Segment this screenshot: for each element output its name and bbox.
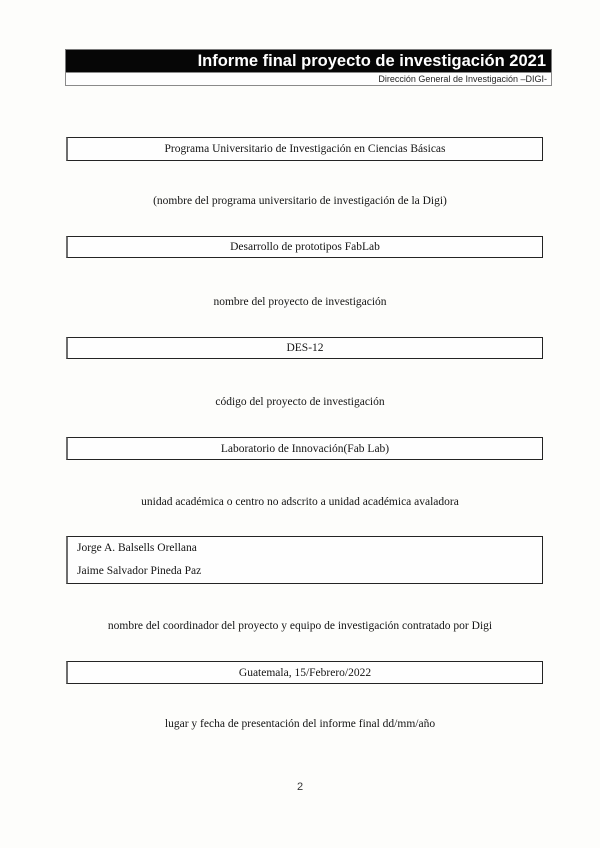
coordinator-team-caption: nombre del coordinador del proyecto y equipo de investigación contratado por Digi xyxy=(107,620,493,632)
coordinator-name: Jorge A. Balsells Orellana xyxy=(77,542,197,554)
team-member-name: Jaime Salvador Pineda Paz xyxy=(77,565,202,577)
coordinator-team-field xyxy=(66,536,543,584)
project-code-caption: código del proyecto de investigación xyxy=(215,396,385,408)
program-name-caption: (nombre del programa universitario de investigación de la Digi) xyxy=(153,195,447,207)
academic-unit-value: Laboratorio de Innovación(Fab Lab) xyxy=(220,442,390,455)
place-date-field xyxy=(66,661,543,684)
report-subtitle: Dirección General de Investigación –DIGI- xyxy=(378,74,547,84)
page-number: 2 xyxy=(296,781,304,793)
report-subtitle-bar xyxy=(65,72,552,86)
place-date-caption: lugar y fecha de presentación del informe final dd/mm/año xyxy=(164,718,436,730)
report-title: Informe final proyecto de investigación 2021 xyxy=(197,51,546,70)
report-title-bar xyxy=(65,49,552,73)
project-name-field xyxy=(66,236,543,258)
program-name-value: Programa Universitario de Investigación en Ciencias Básicas xyxy=(164,143,446,155)
program-name-field xyxy=(66,137,543,161)
project-name-value: Desarrollo de prototipos FabLab xyxy=(230,241,380,253)
project-code-value: DES-12 xyxy=(286,342,324,354)
academic-unit-caption: unidad académica o centro no adscrito a unidad académica avaladora xyxy=(141,496,459,508)
project-code-field xyxy=(66,337,543,359)
place-date-value: Guatemala, 15/Febrero/2022 xyxy=(238,666,372,679)
project-name-caption: nombre del proyecto de investigación xyxy=(213,296,387,308)
academic-unit-field xyxy=(66,437,543,460)
